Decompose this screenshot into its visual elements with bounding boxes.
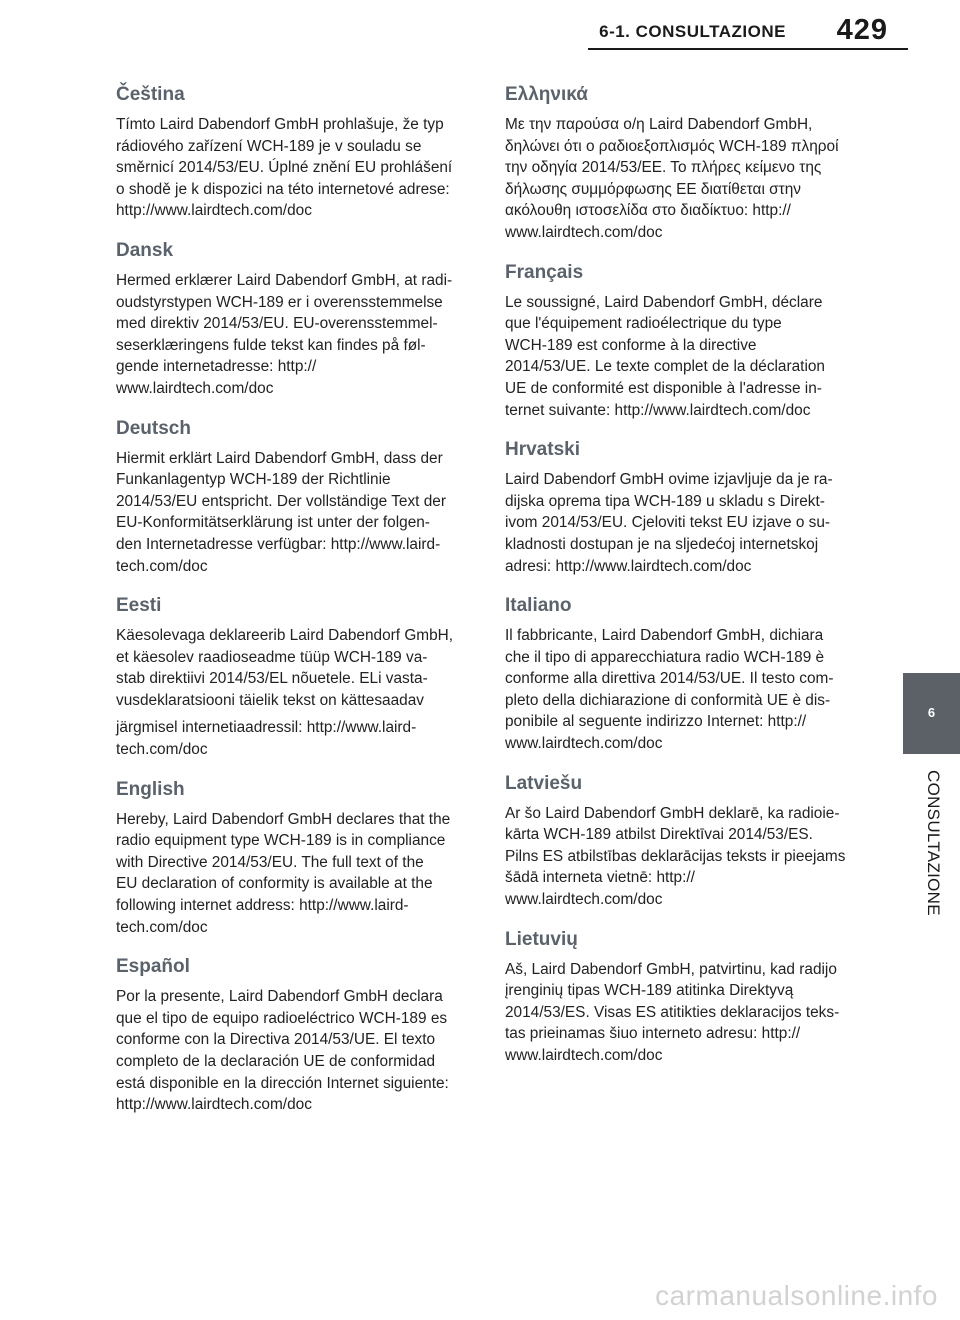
section-body: Il fabbricante, Laird Dabendorf GmbH, dichiara che il tipo di apparecchiatura radio WCH-189 è conforme alla direttiva 2014/53/UE. Il testo com- pleto della dichiarazione di conformità UE è dis- ponibile al seguente indirizzo Internet: http:// www.lairdtech.com/doc — [505, 627, 834, 753]
section-body: Ar šo Laird Dabendorf GmbH deklarē, ka radioie- kārta WCH-189 atbilst Direktīvai 2014/53/ES. Pilns ES atbilstības deklarācijas teksts ir pieejams šādā interneta vietnē: http:// www.lairdtech.com/doc — [505, 804, 846, 909]
section-heading: Français — [505, 261, 584, 283]
section-heading: Čeština — [116, 84, 185, 105]
section-ellinika — [505, 82, 855, 244]
section-body: Laird Dabendorf GmbH ovime izjavljuje da je ra- dijska oprema tipa WCH-189 u skladu s Direkt- ivom 2014/53/EU. Cjeloviti tekst EU izjave o su- kladnosti dostupan je na sljedećoj internetskoj adresi: http://www.lairdtech.com/doc — [505, 471, 833, 575]
section-dansk — [116, 238, 466, 400]
header-rule — [588, 48, 908, 50]
section-cestina — [116, 82, 466, 222]
chapter-number: 6 — [927, 705, 936, 720]
section-body-continued: järgmisel internetiaadressil: http://www.laird- tech.com/doc — [116, 719, 417, 759]
section-body: Hiermit erklärt Laird Dabendorf GmbH, dass der Funkanlagentyp WCH-189 der Richtlinie 2014/53/EU entspricht. Der vollständige Text der EU-Konformitätserklärung ist unter der folgen- den Internetadresse verfügbar: http://www.laird- tech.com/doc — [116, 449, 446, 575]
section-heading: Italiano — [505, 595, 572, 617]
section-body: Με την παρούσα ο/η Laird Dabendorf GmbH, δηλώνει ότι ο ραδιοεξοπλισμός WCH-189 πληροί την οδηγία 2014/53/ΕΕ. Το πλήρες κείμενο της δήλωσης συμμόρφωσης ΕΕ διατίθεται στην ακόλουθη ιστοσελίδα στο διαδίκτυο: http:// www.lairdtech.com/doc — [505, 116, 839, 241]
section-heading: English — [116, 778, 185, 800]
page-number: 429 — [836, 14, 888, 46]
section-body: Aš, Laird Dabendorf GmbH, patvirtinu, kad radijo įrenginių tipas WCH-189 atitinka Direktyvą 2014/53/ES. Visas ES atitikties deklaracijos teks- tas prieinamas šiuo interneto adresu: http:// www.lairdtech.com/doc — [505, 960, 840, 1064]
section-hrvatski — [505, 437, 855, 577]
chapter-label: CONSULTAZIONE — [924, 770, 943, 916]
section-english — [116, 777, 466, 939]
chapter-side-label — [903, 770, 960, 930]
section-heading: Español — [116, 956, 190, 978]
section-espanol — [116, 954, 466, 1116]
section-francais — [505, 260, 855, 422]
section-heading: Lietuvių — [505, 928, 578, 950]
left-column — [116, 82, 466, 1132]
page-header — [0, 0, 960, 60]
section-heading: Eesti — [116, 595, 162, 617]
section-deutsch — [116, 416, 466, 578]
section-eesti — [116, 593, 466, 761]
watermark: carmanualsonline.info — [655, 1280, 938, 1311]
section-body: Hermed erklærer Laird Dabendorf GmbH, at radi- oudstyrstypen WCH-189 er i overensstemmelse med direktiv 2014/53/EU. EU-overensstemmel- seserklæringens fulde tekst kan findes på føl- gende internetadresse: http:// www.lairdtech.com/doc — [116, 271, 453, 397]
section-body: Hereby, Laird Dabendorf GmbH declares that the radio equipment type WCH-189 is in compliance with Directive 2014/53/EU. The full text of the EU declaration of conformity is available at the following internet address: http://www.laird- tech.com/doc — [116, 810, 451, 936]
section-heading: Ελληνικά — [505, 84, 588, 105]
section-body: Por la presente, Laird Dabendorf GmbH declara que el tipo de equipo radioeléctrico WCH-189 es conforme con la Directiva 2014/53/UE. El texto completo de la declaración UE de conformidad está disponible en la dirección Internet siguiente: http://www.lairdtech.com/doc — [116, 988, 449, 1114]
section-heading: Latviešu — [505, 772, 583, 794]
section-lietuviu — [505, 927, 855, 1067]
right-column — [505, 82, 855, 1083]
section-heading: Dansk — [116, 239, 174, 261]
section-body: Tímto Laird Dabendorf GmbH prohlašuje, že typ rádiového zařízení WCH-189 je v souladu se směrnicí 2014/53/EU. Úplné znění EU prohlášení o shodě je k dispozici na této internetové adrese: http://www.lairdtech.com/doc — [116, 116, 453, 220]
section-title: 6-1. CONSULTAZIONE — [599, 22, 786, 41]
section-body: Käesolevaga deklareerib Laird Dabendorf GmbH, et käesolev raadioseadme tüüp WCH-189 va- stab direktiivi 2014/53/EL nõuetele. ELi vasta- vusdeklaratsiooni täielik tekst on kättesaadav — [116, 627, 454, 709]
section-body: Le soussigné, Laird Dabendorf GmbH, déclare que l'équipement radioélectrique du type WCH-189 est conforme à la directive 2014/53/UE. Le texte complet de la déclaration UE de conformité est disponible à l'adresse in- ternet suivante: http://www.lairdtech.com/doc — [505, 293, 825, 419]
section-italiano — [505, 593, 855, 755]
chapter-tab — [903, 673, 960, 754]
section-heading: Hrvatski — [505, 439, 580, 461]
section-latviesu — [505, 771, 855, 911]
section-heading: Deutsch — [116, 417, 191, 439]
